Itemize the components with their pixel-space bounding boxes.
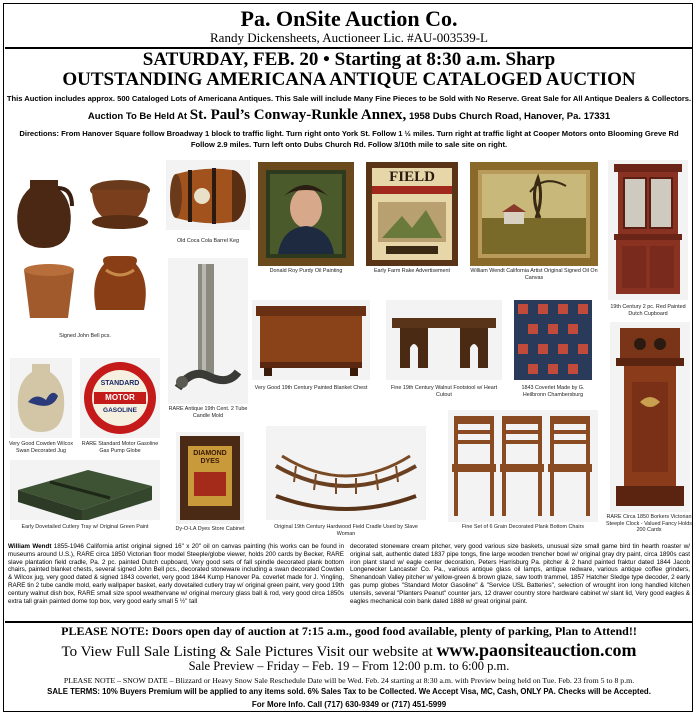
caption-cupboard: 19th Century 2 pc. Red Painted Dutch Cupboard xyxy=(610,304,686,317)
location-name: St. Paul’s Conway-Runkle Annex, xyxy=(189,107,407,123)
globe-label-bottom: GASOLINE xyxy=(103,407,137,414)
website-link[interactable]: www.paonsiteauction.com xyxy=(436,640,637,660)
caption-landscape: William Wendt California Artist Original Signed Oil On Canvas xyxy=(470,268,598,281)
description-left-text: 1855-1946 California artist original signed 16" x 20" oil on canvas painting (his works can be found in museums around U.S.), RARE circa 1850 Victorian floor model Steeple/globe viewer, holds 200 cards by Becker, RARE slave plantation field cradle, Pa. 2 pc. painted Dutch cupboard, Very good sets of fall spindle decorated plank bottom chairs, painted blanket chests, several signed John Bell pcs., decorated stoneware including a swan decorated Cowden & Wilcox jug, very good dated & signed 1843 coverlet, very good 1844 Kump Hanover Pa. coverlet made for J. Yingling, RARE tin 2 tube candle mold, early wallpaper basket, early dovetailed cutlery tray w/ original green paint, very good 19th century walnut dish box, RARE small size spool weathervane w/ original mercury glass ball & rod, very good circa 1850s extra tall grain painted dome top box, very good early small 5 ½" tall xyxy=(8,543,344,605)
website-prefix: To View Full Sale Listing & Sale Pictures Visit our website at xyxy=(61,644,433,660)
photo-coverlet xyxy=(514,300,592,380)
doors-note: PLEASE NOTE: Doors open day of auction at 7:15 a.m., good food available, plenty of parking, Plan to Attend!! xyxy=(61,624,637,638)
caption-clock: RARE Circa 1850 Borkers Victorian Steeple Clock - Valued Fancy Holds 200 Cards xyxy=(606,514,692,533)
photo-walnut-footstool xyxy=(386,300,502,380)
photo-blanket-chest xyxy=(252,300,370,380)
website-line xyxy=(0,640,698,661)
photo-john-bell-crocks xyxy=(10,160,160,330)
snow-date-note: PLEASE NOTE – SNOW DATE – Blizzard or Heavy Snow Sale Reschedule Date will be Wed. Feb. 24 starting at 8:30 a.m. with Preview being held on Tue. Feb. 23 from 5 to 8 p.m. xyxy=(63,676,635,685)
dyes-cabinet-label: DIAMOND DYES xyxy=(193,450,227,465)
caption-globe: RARE Standard Motor Gasoline Gas Pump Globe xyxy=(81,441,159,454)
caption-candle: RARE Antique 19th Cent. 2 Tube Candle Mold xyxy=(168,406,248,419)
location-prefix: Auction To Be Held At xyxy=(87,111,188,122)
contact-info: For More Info. Call (717) 630-9349 or (717) 451-5999 xyxy=(251,700,447,709)
globe-label-mid: MOTOR xyxy=(105,393,135,402)
auction-headline: OUTSTANDING AMERICANA ANTIQUE CATALOGED AUCTION xyxy=(62,69,636,90)
caption-keg: Old Coca Cola Barrel Keg xyxy=(176,238,240,244)
caption-chest: Very Good 19th Century Painted Blanket Chest xyxy=(254,385,368,391)
caption-dyes: Dy-O-LA Dyes Store Cabinet xyxy=(175,526,245,532)
photo-candle-mold xyxy=(168,258,248,404)
field-sign-label: FIELD xyxy=(389,169,435,185)
photo-portrait-painting xyxy=(258,162,354,266)
photo-field-advertisement xyxy=(366,162,458,266)
sale-preview: Sale Preview – Friday – Feb. 19 – From 12:00 p.m. to 6:00 p.m. xyxy=(188,659,510,673)
caption-chairs: Fine Set of 6 Grain Decorated Plank Bottom Chairs xyxy=(461,524,585,530)
photo-plank-chairs xyxy=(448,410,598,522)
auction-intro: This Auction includes approx. 500 Cataloged Lots of Americana Antiques. This Sale will include Many Fine Pieces to be Sold with No Reserve. Great Sale for All Antique Dealers & Collectors. xyxy=(6,94,692,103)
photo-dyes-cabinet xyxy=(176,432,244,524)
caption-tray: Early Dovetailed Cutlery Tray w/ Original Green Paint xyxy=(21,524,149,530)
directions-line-2: Follow 2.9 miles. Turn left onto Dubs Church Rd. Follow 3/10th mile to sale site on right. xyxy=(190,140,508,149)
photo-swan-jug xyxy=(10,358,72,438)
caption-jug: Very Good Cowden Wilcox Swan Decorated Jug xyxy=(8,441,74,454)
description-lead: William Wendt xyxy=(8,543,52,550)
caption-portrait: Donald Roy Purdy Oil Painting xyxy=(269,268,343,274)
caption-crocks: Signed John Bell pcs. xyxy=(59,333,111,339)
auction-location xyxy=(0,107,698,124)
directions xyxy=(0,128,698,150)
photo-dutch-cupboard xyxy=(608,160,688,300)
auction-date: SATURDAY, FEB. 20 • Starting at 8:30 a.m. Sharp xyxy=(142,49,556,70)
photo-victorian-clock xyxy=(610,322,690,512)
divider-bottom xyxy=(5,621,693,623)
location-address: 1958 Dubs Church Road, Hanover, Pa. 17331 xyxy=(408,111,611,122)
caption-footstool: Fine 19th Century Walnut Footstool w/ Heart Cutout xyxy=(390,385,498,398)
caption-coverlet: 1843 Coverlet Made by G. Heilbronn Chambersburg xyxy=(521,385,585,398)
photo-field-cradle xyxy=(266,426,426,520)
directions-line-1: Directions: From Hanover Square follow Broadway 1 block to traffic light. Turn right onto York St. Follow 1 ½ miles. Turn right at traffic light at Cooper Motors onto Blooming Greve Rd xyxy=(19,129,679,138)
company-name: Pa. OnSite Auction Co. xyxy=(240,6,458,31)
photo-landscape-painting xyxy=(470,162,598,266)
auctioneer-line: Randy Dickensheets, Auctioneer Lic. #AU-003539-L xyxy=(210,30,488,45)
caption-field: Early Farm Rake Advertisement xyxy=(373,268,451,274)
photo-gas-globe xyxy=(80,358,160,438)
description-right: decorated stoneware cream pitcher, very good various size baskets, unusual size small game bird tin hearth roaster w/ original salt, authentic dated 1837 pipe tongs, fine large wooden trencher bowl w/ original gray dry paint, circa 1890s cast iron plant stand w/ eagle center decoration, Peters Harrisburg Pa. pitcher & 2 hand painted fraktur dated 1844 Jacob Longenecker Lancaster Co. Pa., various antique glass oil lamps, antique redware, various antique coffee grinders, Shenandoah Valley pitcher w/ yellow-green & brown glaze, saw tooth trammel, 1857 Hatcher Sledge type decoder, 2 early gas pump globes "Standard Motor Gasoline" & "Service USL Batteries", selection of wrought iron long handled kitchen utensils, several "Planters Peanut" counter jars, 12 drawer country store hardware cabinet w/ slant lid, Very good eagles & eagles mechanical coin bank dated 1888 w/ great original paint. xyxy=(350,543,690,605)
sale-terms: SALE TERMS: 10% Buyers Premium will be applied to any items sold. 6% Sales Tax to be Collected. We Accept Visa, MC, Cash, ONLY PA. Checks will be Accepted. xyxy=(47,687,651,696)
caption-cradle: Original 19th Century Hardwood Field Cradle Used by Slave Woman xyxy=(274,524,418,537)
globe-label-top: STANDARD xyxy=(100,380,140,387)
photo-cutlery-tray xyxy=(10,460,160,520)
description-left xyxy=(8,543,344,621)
photo-coca-cola-keg xyxy=(166,160,250,230)
